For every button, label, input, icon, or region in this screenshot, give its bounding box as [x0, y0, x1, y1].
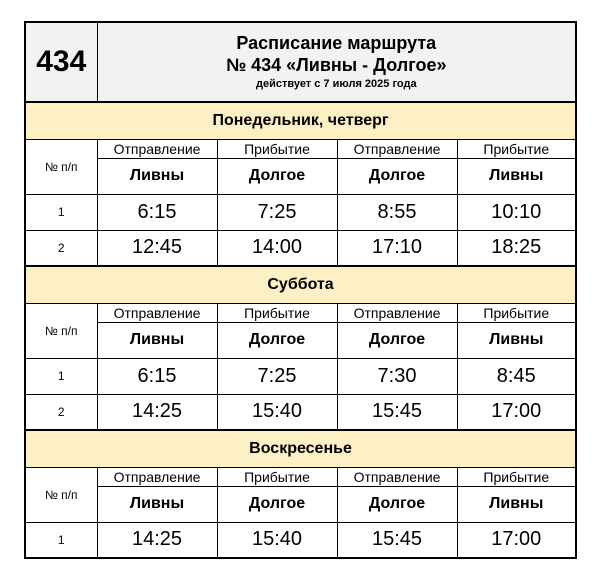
time-cell: 8:45: [457, 358, 576, 394]
stop-name: Долгое: [217, 486, 337, 522]
direction-label: Отправление: [337, 303, 457, 322]
time-cell: 14:25: [97, 522, 217, 558]
day-row: [25, 430, 576, 467]
direction-label: Отправление: [337, 139, 457, 158]
route-name: № 434 «Ливны - Долгое»: [226, 55, 447, 75]
stop-row: [25, 158, 576, 194]
time-cell: 7:30: [337, 358, 457, 394]
stop-name: Долгое: [337, 158, 457, 194]
time-cell: 6:15: [97, 358, 217, 394]
stop-name: Ливны: [97, 322, 217, 358]
direction-label: Прибытие: [217, 303, 337, 322]
trip-number: 1: [25, 522, 97, 558]
direction-label: Отправление: [97, 467, 217, 486]
time-cell: 8:55: [337, 194, 457, 230]
time-cell: 15:40: [217, 394, 337, 430]
day-heading: Понедельник, четверг: [25, 102, 576, 139]
time-cell: 17:10: [337, 230, 457, 266]
schedule-title: Расписание маршрута: [236, 33, 437, 53]
trip-number-header: № п/п: [25, 139, 97, 194]
direction-label: Прибытие: [217, 467, 337, 486]
trip-row: [25, 230, 576, 266]
day-heading: Суббота: [25, 266, 576, 303]
stop-name: Долгое: [217, 322, 337, 358]
time-cell: 14:25: [97, 394, 217, 430]
time-cell: 12:45: [97, 230, 217, 266]
schedule-title-block: [97, 22, 576, 102]
time-cell: 18:25: [457, 230, 576, 266]
time-cell: 15:45: [337, 522, 457, 558]
direction-row: [25, 303, 576, 322]
trip-number: 2: [25, 230, 97, 266]
route-number-badge: 434: [25, 22, 97, 102]
time-cell: 17:00: [457, 394, 576, 430]
validity-note: действует с 7 июля 2025 года: [255, 78, 417, 90]
stop-name: Ливны: [457, 322, 576, 358]
header-row: [25, 22, 576, 102]
stop-name: Ливны: [97, 486, 217, 522]
trip-row: [25, 522, 576, 558]
stop-row: [25, 486, 576, 522]
time-cell: 14:00: [217, 230, 337, 266]
trip-number: 1: [25, 194, 97, 230]
trip-row: [25, 358, 576, 394]
direction-label: Отправление: [337, 467, 457, 486]
schedule-table: [24, 21, 577, 559]
direction-label: Отправление: [97, 303, 217, 322]
direction-label: Отправление: [97, 139, 217, 158]
direction-row: [25, 467, 576, 486]
direction-label: Прибытие: [457, 467, 576, 486]
stop-name: Долгое: [337, 322, 457, 358]
trip-row: [25, 394, 576, 430]
trip-number: 1: [25, 358, 97, 394]
day-heading: Воскресенье: [25, 430, 576, 467]
direction-label: Прибытие: [457, 303, 576, 322]
time-cell: 17:00: [457, 522, 576, 558]
stop-name: Долгое: [217, 158, 337, 194]
stop-row: [25, 322, 576, 358]
time-cell: 15:40: [217, 522, 337, 558]
stop-name: Долгое: [337, 486, 457, 522]
direction-label: Прибытие: [217, 139, 337, 158]
trip-number: 2: [25, 394, 97, 430]
direction-row: [25, 139, 576, 158]
day-row: [25, 266, 576, 303]
direction-label: Прибытие: [457, 139, 576, 158]
time-cell: 10:10: [457, 194, 576, 230]
stop-name: Ливны: [457, 158, 576, 194]
trip-row: [25, 194, 576, 230]
time-cell: 6:15: [97, 194, 217, 230]
trip-number-header: № п/п: [25, 303, 97, 358]
day-row: [25, 102, 576, 139]
stop-name: Ливны: [457, 486, 576, 522]
schedule-sheet: [24, 21, 575, 559]
stop-name: Ливны: [97, 158, 217, 194]
trip-number-header: № п/п: [25, 467, 97, 522]
time-cell: 7:25: [217, 358, 337, 394]
time-cell: 7:25: [217, 194, 337, 230]
time-cell: 15:45: [337, 394, 457, 430]
